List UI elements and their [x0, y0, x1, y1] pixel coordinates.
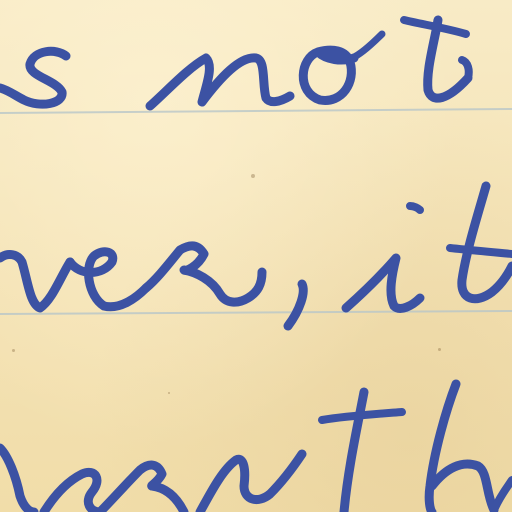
glyph-comma — [288, 284, 303, 326]
glyph-tail — [462, 60, 469, 78]
handwriting-line-1 — [0, 20, 469, 106]
glyph-y — [200, 454, 302, 512]
ruled-line — [0, 109, 512, 113]
glyph-i — [346, 258, 420, 308]
ruled-line — [0, 311, 512, 314]
glyph-e — [44, 472, 100, 512]
glyph-i-dot — [410, 206, 420, 210]
handwriting-line-3 — [0, 384, 512, 512]
glyph-s — [0, 51, 66, 104]
glyph-o-flourish — [352, 34, 382, 58]
glyph-t — [462, 186, 512, 299]
glyph-t-stem — [344, 392, 364, 512]
glyph-n — [150, 58, 290, 106]
glyph-v — [0, 448, 34, 512]
glyph-h — [429, 384, 494, 512]
glyph-o — [303, 50, 354, 100]
glyph-h-tail — [494, 480, 512, 510]
glyph-e — [70, 252, 146, 307]
glyph-r — [100, 465, 184, 512]
handwriting-line-2 — [0, 186, 512, 326]
glyph-v — [0, 255, 70, 308]
glyph-r — [146, 246, 262, 302]
glyph-t-bar — [322, 412, 402, 420]
glyph-t-bar — [450, 248, 512, 254]
